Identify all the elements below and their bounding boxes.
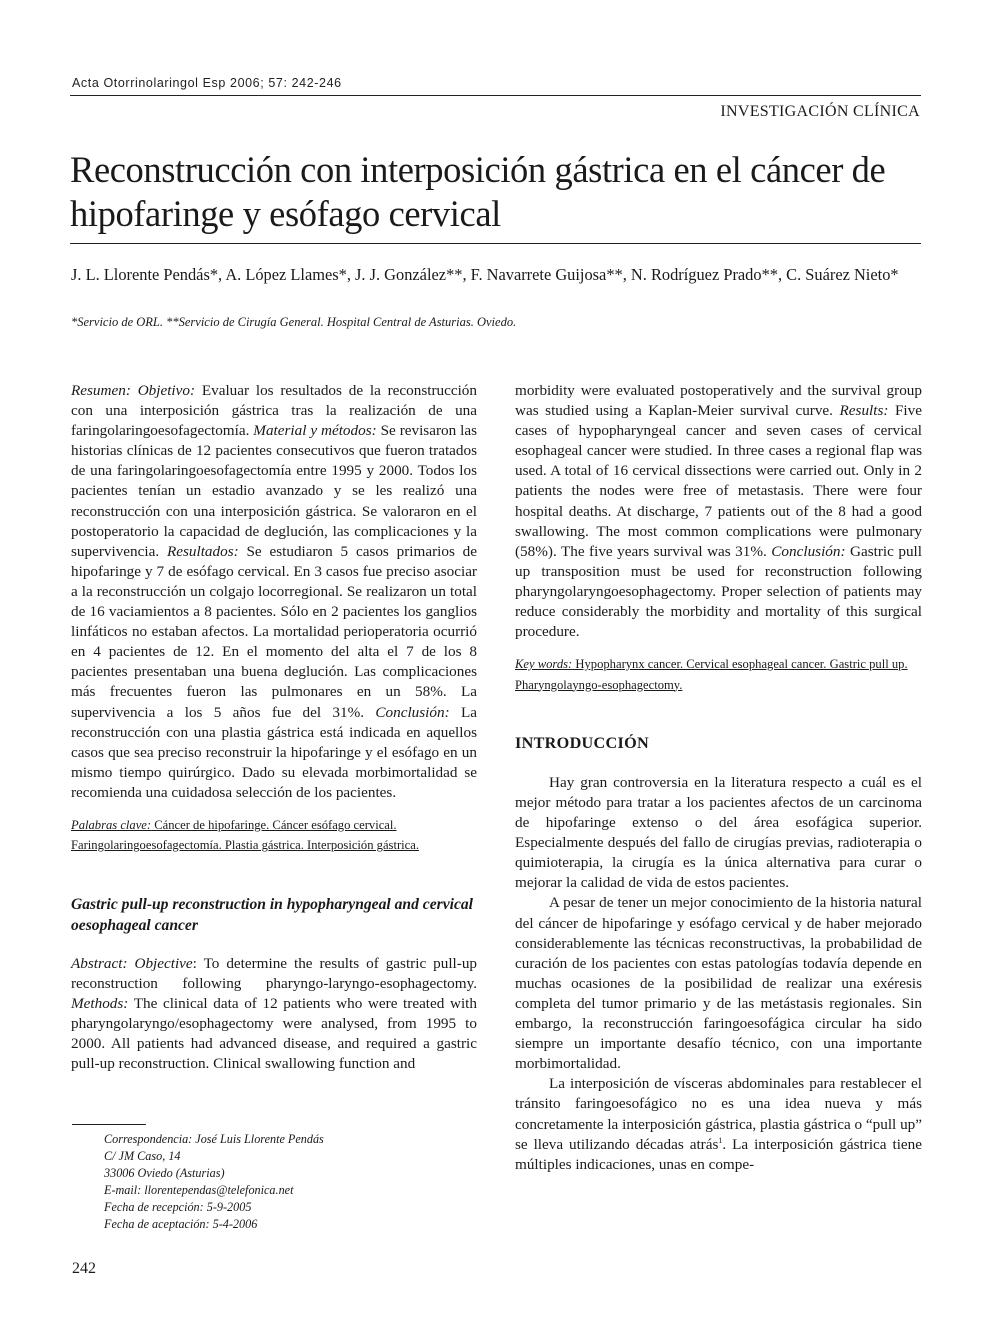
key-words-label: Key words: [515, 657, 573, 672]
correspondence-name: Correspondencia: José Luis Llorente Pendás [104, 1132, 324, 1146]
palabras-clave [71, 815, 477, 856]
correspondence-email: E-mail: llorentependas@telefonica.net [104, 1182, 294, 1197]
reference-marker: 1 [718, 1135, 723, 1145]
methods-label: Methods: [71, 994, 129, 1012]
introduccion-heading: INTRODUCCIÓN [515, 733, 650, 752]
section-label: INVESTIGACIÓN CLÍNICA [720, 103, 920, 120]
received-date: Fecha de recepción: 5-9-2005 [104, 1199, 252, 1214]
correspondence-address-1: C/ JM Caso, 14 [104, 1148, 181, 1163]
resumen-label: Resumen: [71, 382, 131, 399]
intro-p3-start: La interposición de vísceras abdominales para restablecer el tránsito faringoesofágico no es una idea nueva y más concretamente la interposición gástrica, plastia gástrica o “pull up” se lleva utilizando décadas atrás [515, 1075, 922, 1153]
conclusion-label: Conclusión: [375, 703, 450, 721]
abstract-label: Abstract: [71, 954, 128, 972]
palabras-clave-text: Cáncer de hipofaringe. Cáncer esófago cervical. Faringolaringoesofagectomía. Plastia gástrica. Interposición gástrica. [71, 817, 419, 853]
footnote-rule [72, 1124, 146, 1125]
left-column [71, 381, 477, 1074]
journal-citation: Acta Otorrinolaringol Esp 2006; 57: 242-246 [72, 76, 342, 90]
header-rule [70, 95, 921, 96]
affiliation: *Servicio de ORL. **Servicio de Cirugía General. Hospital Central de Asturias. Oviedo. [71, 315, 517, 329]
intro-paragraph-2: A pesar de tener un mejor conocimiento de la historia natural del cáncer de hipofaringe y esófago cervical y de haber mejorado considerablemente las técnicas reconstructivas, la probabilidad de curación de los pacientes con estas patologías todavía depende en muchas ocasiones de la posibilidad de realizar una exéresis completa del tumor primario y de las metástasis regionales. Sin embargo, la reconstrucción faringoesofágica circular ha sido siempre un importante desafío técnico, con una importante morbimortalidad. [515, 894, 922, 1073]
correspondence-address-2: 33006 Oviedo (Asturias) [104, 1165, 225, 1180]
english-conclusion-text: Gastric pull up transposition must be used for reconstruction following pharyngolaryngoesophagectomy. Proper selection of patients may reduce considerably the morbidity and mortality of this surgical procedure. [515, 542, 922, 641]
objective-text: : To determine the results of gastric pull-up reconstruction following pharyngo-laryngo-esophagectomy. [71, 954, 478, 992]
key-words-text: Hypopharynx cancer. Cervical esophageal cancer. Gastric pull up. Pharyngolayngo-esophagectomy. [515, 657, 908, 692]
right-column [515, 381, 922, 1175]
intro-p3-end: . La interposición gástrica tiene múltiples indicaciones, unas en compe- [515, 1135, 922, 1173]
methods-text: morbidity were evaluated postoperatively and the survival group was studied using a Kaplan-Meier survival curve. [515, 382, 922, 420]
intro-paragraph-1: Hay gran controversia en la literatura respecto a cuál es el mejor método para tratar a los pacientes afectos de un carcinoma de hipofaringe extenso o del área esofágica superior. Especialmente después del fallo de cirugías previas, radioterapia o quimioterapia, la cirugía es la única alternativa para curar o mejorar la calidad de vida de estos pacientes. [515, 773, 922, 892]
english-conclusion-label: Conclusión: [771, 542, 846, 560]
key-words [515, 654, 922, 695]
accepted-date: Fecha de aceptación: 5-4-2006 [104, 1216, 258, 1231]
english-title: Gastric pull-up reconstruction in hypopharyngeal and cervical oesophageal cancer [71, 895, 473, 934]
metodos-text: Se revisaron las historias clínicas de 12 pacientes consecutivos que fueron tratados de una faringolaringoesofagectomía entre 1995 y 2000. Todos los pacientes tenían un estadio avanzado y se les realizó una reconstrucción con una interposición gástrica. Se valoraron en el postoperatorio la capacidad de deglución, las complicaciones y la supervivencia. [71, 422, 477, 560]
metodos-label: Material y métodos: [253, 422, 377, 440]
results-label: Results: [839, 402, 889, 420]
abstract-continuation [515, 381, 922, 642]
resumen-paragraph [71, 381, 477, 803]
objective-label: Objective [134, 954, 193, 972]
resultados-text: Se estudiaron 5 casos primarios de hipofaringe y 7 de esófago cervical. En 3 casos fue preciso asociar a la reconstrucción un colgajo locorregional. Se realizaron un total de 16 vaciamientos a 8 pacientes. Sólo en 2 pacientes los ganglios linfáticos no estaban afectos. La mortalidad perioperatoria ocurrió en 4 pacientes de 12. En el momento del alta el 7 de los 8 pacientes presentaban una buena deglución. Las complicaciones más frecuentes fueron las pulmonares en un 58%. La supervivencia a los 5 años fue del 31%. [71, 542, 478, 721]
abstract-paragraph-continued [515, 381, 922, 642]
palabras-clave-label: Palabras clave: [71, 817, 152, 832]
article-title: Reconstrucción con interposición gástrica en el cáncer de hipofaringe y esófago cervical [70, 149, 886, 234]
conclusion-text: La reconstrucción con una plastia gástrica está indicada en aquellos casos que sea preciso reconstruir la hipofaringe y el esófago en un mismo tiempo quirúrgico. Dado su elevada morbimortalidad se recomienda una cuidadosa selección de los pacientes. [71, 703, 477, 801]
objetivo-label: Objetivo: [137, 382, 196, 399]
page-number: 242 [72, 1260, 96, 1277]
methods-text: The clinical data of 12 patients who were treated with pharyngolaryngo/esophagectomy were analysed, from 1995 to 2000. All patients had advanced disease, and required a gastric pull-up reconstruction. Clinical swallowing function and [71, 994, 477, 1073]
objetivo-text: Evaluar los resultados de la reconstrucción con una interposición gástrica tras la realización de una faringolaringoesofagectomía. [71, 382, 477, 440]
correspondence-footnote [104, 1131, 324, 1232]
abstract-paragraph [71, 954, 477, 1075]
title-rule [70, 243, 921, 244]
author-list: J. L. Llorente Pendás*, A. López Llames*, J. J. González**, F. Navarrete Guijosa**, N. Rodríguez Prado**, C. Suárez Nieto* [71, 265, 899, 284]
results-text: Five cases of hypopharyngeal cancer and seven cases of cervical esophageal cancer were studied. In three cases a regional flap was used. A total of 16 cervical dissections were carried out. Only in 2 patients the nodes were free of metastasis. There were four hospital deaths. At discharge, 7 patients out of the 8 had a good swallowing. The most common complications were pulmonary (58%). The five years survival was 31%. [515, 402, 922, 560]
resultados-label: Resultados: [166, 542, 239, 560]
intro-paragraph-3 [515, 1074, 922, 1174]
